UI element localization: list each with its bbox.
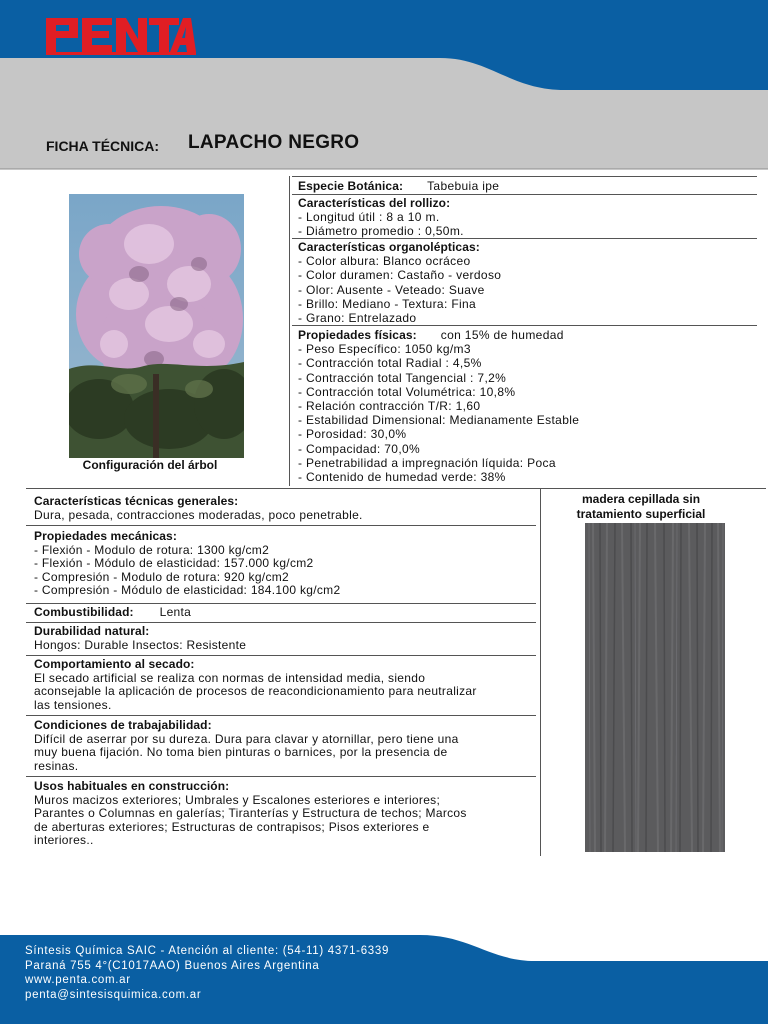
list-item: - Contenido de humedad verde: 38% — [298, 470, 506, 485]
list-item: - Grano: Entrelazado — [298, 311, 417, 326]
botanical-value: Tabebuia ipe — [427, 179, 500, 193]
list-item: - Compacidad: 70,0% — [298, 441, 421, 456]
lower-divider — [540, 488, 541, 856]
list-item: - Contracción total Radial : 4,5% — [298, 356, 482, 371]
list-item: - Flexión - Modulo de rotura: 1300 kg/cm2 — [34, 542, 270, 557]
physical-subtitle: con 15% de humedad — [440, 328, 564, 342]
wood-caption-line: tratamiento superficial — [576, 507, 706, 521]
botanical-species — [298, 179, 758, 193]
list-item: - Diámetro promedio : 0,50m. — [298, 224, 464, 239]
general-title: Características técnicas generales: — [34, 494, 239, 508]
botanical-label: Especie Botánica: — [298, 179, 404, 193]
general-text: Dura, pesada, contracciones moderadas, poco penetrable. — [34, 507, 363, 522]
wood-caption-line: madera cepillada sin — [581, 492, 701, 506]
rule-7 — [26, 655, 536, 656]
combustibility — [34, 606, 534, 620]
list-item: - Compresión - Modulo de rotura: 920 kg/cm2 — [34, 569, 290, 584]
durability-text: Hongos: Durable Insectos: Resistente — [34, 637, 247, 652]
list-item: - Compresión - Módulo de elasticidad: 184.100 kg/cm2 — [34, 583, 341, 598]
paragraph-line: de aberturas exteriores; Estructuras de contrapisos; Pisos exteriores e — [34, 819, 430, 834]
log-title: Características del rollizo: — [298, 196, 451, 210]
paragraph-line: aconsejable la aplicación de procesos de reacondicionamiento para neutralizar — [34, 684, 477, 699]
list-item: - Estabilidad Dimensional: Medianamente Estable — [298, 413, 580, 428]
rule-9 — [26, 776, 536, 777]
paragraph-line: Difícil de aserrar por su dureza. Dura para clavar y atornillar, pero tiene una — [34, 731, 459, 746]
paragraph-line: interiores.. — [34, 833, 94, 848]
list-item: - Contracción total Tangencial : 7,2% — [298, 370, 507, 385]
rule-8 — [26, 715, 536, 716]
tree-caption: Configuración del árbol — [82, 458, 218, 472]
rule-5 — [26, 603, 536, 604]
physical-title: Propiedades físicas: — [298, 328, 417, 342]
rule-3 — [292, 325, 757, 326]
list-item: - Longitud útil : 8 a 10 m. — [298, 210, 440, 225]
paragraph-line: muy buena fijación. No toma bien pinturas o barnices, por la presencia de — [34, 745, 448, 760]
mechanical-title: Propiedades mecánicas: — [34, 529, 177, 543]
wood-sample-photo — [585, 523, 725, 852]
wood-caption — [556, 492, 726, 522]
paragraph-line: El secado artificial se realiza con normas de intensidad media, siendo — [34, 670, 426, 685]
list-item: - Porosidad: 30,0% — [298, 427, 407, 442]
organoleptic-characteristics — [298, 240, 758, 325]
header-banner — [0, 0, 768, 170]
log-characteristics — [298, 196, 758, 239]
list-item: - Flexión - Módulo de elasticidad: 157.000 kg/cm2 — [34, 556, 314, 571]
general-characteristics — [34, 495, 534, 522]
physical-properties — [298, 328, 758, 484]
rule-top — [292, 176, 757, 177]
upper-divider — [289, 176, 290, 486]
rule-2 — [292, 238, 757, 239]
doc-label: FICHA TÉCNICA: — [46, 138, 160, 154]
list-item: - Color albura: Blanco ocráceo — [298, 254, 471, 269]
doc-title: LAPACHO NEGRO — [188, 132, 360, 153]
paragraph-line: Muros macizos exteriores; Umbrales y Escalones esteriores e interiores; — [34, 792, 441, 807]
list-item: - Brillo: Mediano - Textura: Fina — [298, 296, 477, 311]
penta-logo — [42, 12, 196, 56]
footer-email-link[interactable]: penta@sintesisquimica.com.ar — [25, 988, 202, 1001]
rule-6 — [26, 622, 536, 623]
list-item: - Olor: Ausente - Veteado: Suave — [298, 282, 485, 297]
drying-behaviour — [34, 658, 534, 712]
natural-durability — [34, 625, 534, 652]
workability-title: Condiciones de trabajabilidad: — [34, 718, 212, 732]
drying-title: Comportamiento al secado: — [34, 657, 195, 671]
paragraph-line: resinas. — [34, 758, 79, 773]
combustibility-value: Lenta — [159, 605, 192, 619]
combustibility-label: Combustibilidad: — [34, 605, 134, 619]
footer-contact — [25, 944, 389, 1002]
footer-website-link[interactable]: www.penta.com.ar — [25, 974, 131, 986]
list-item: - Relación contracción T/R: 1,60 — [298, 399, 481, 414]
list-item: - Color duramen: Castaño - verdoso — [298, 268, 502, 283]
tree-photo — [69, 194, 244, 458]
durability-title: Durabilidad natural: — [34, 624, 150, 638]
list-item: - Contracción total Volumétrica: 10,8% — [298, 384, 516, 399]
footer-address-line: Paraná 755 4°(C1017AAO) Buenos Aires Argentina — [25, 959, 320, 972]
construction-uses — [34, 780, 534, 848]
mechanical-properties — [34, 530, 534, 598]
list-item: - Penetrabilidad a impregnación líquida: Poca — [298, 455, 556, 470]
lower-top-rule — [26, 488, 766, 489]
paragraph-line: las tensiones. — [34, 697, 112, 712]
uses-title: Usos habituales en construcción: — [34, 779, 230, 793]
organoleptic-title: Características organolépticas: — [298, 240, 480, 254]
footer-company-line: Síntesis Química SAIC - Atención al cliente: (54-11) 4371-6339 — [25, 945, 390, 957]
paragraph-line: Parantes o Columnas en galerías; Tiranterías y Estructura de techos; Marcos — [34, 806, 467, 821]
list-item: - Peso Específico: 1050 kg/m3 — [298, 342, 471, 357]
rule-4 — [26, 525, 536, 526]
rule-1 — [292, 194, 757, 195]
workability — [34, 719, 534, 773]
